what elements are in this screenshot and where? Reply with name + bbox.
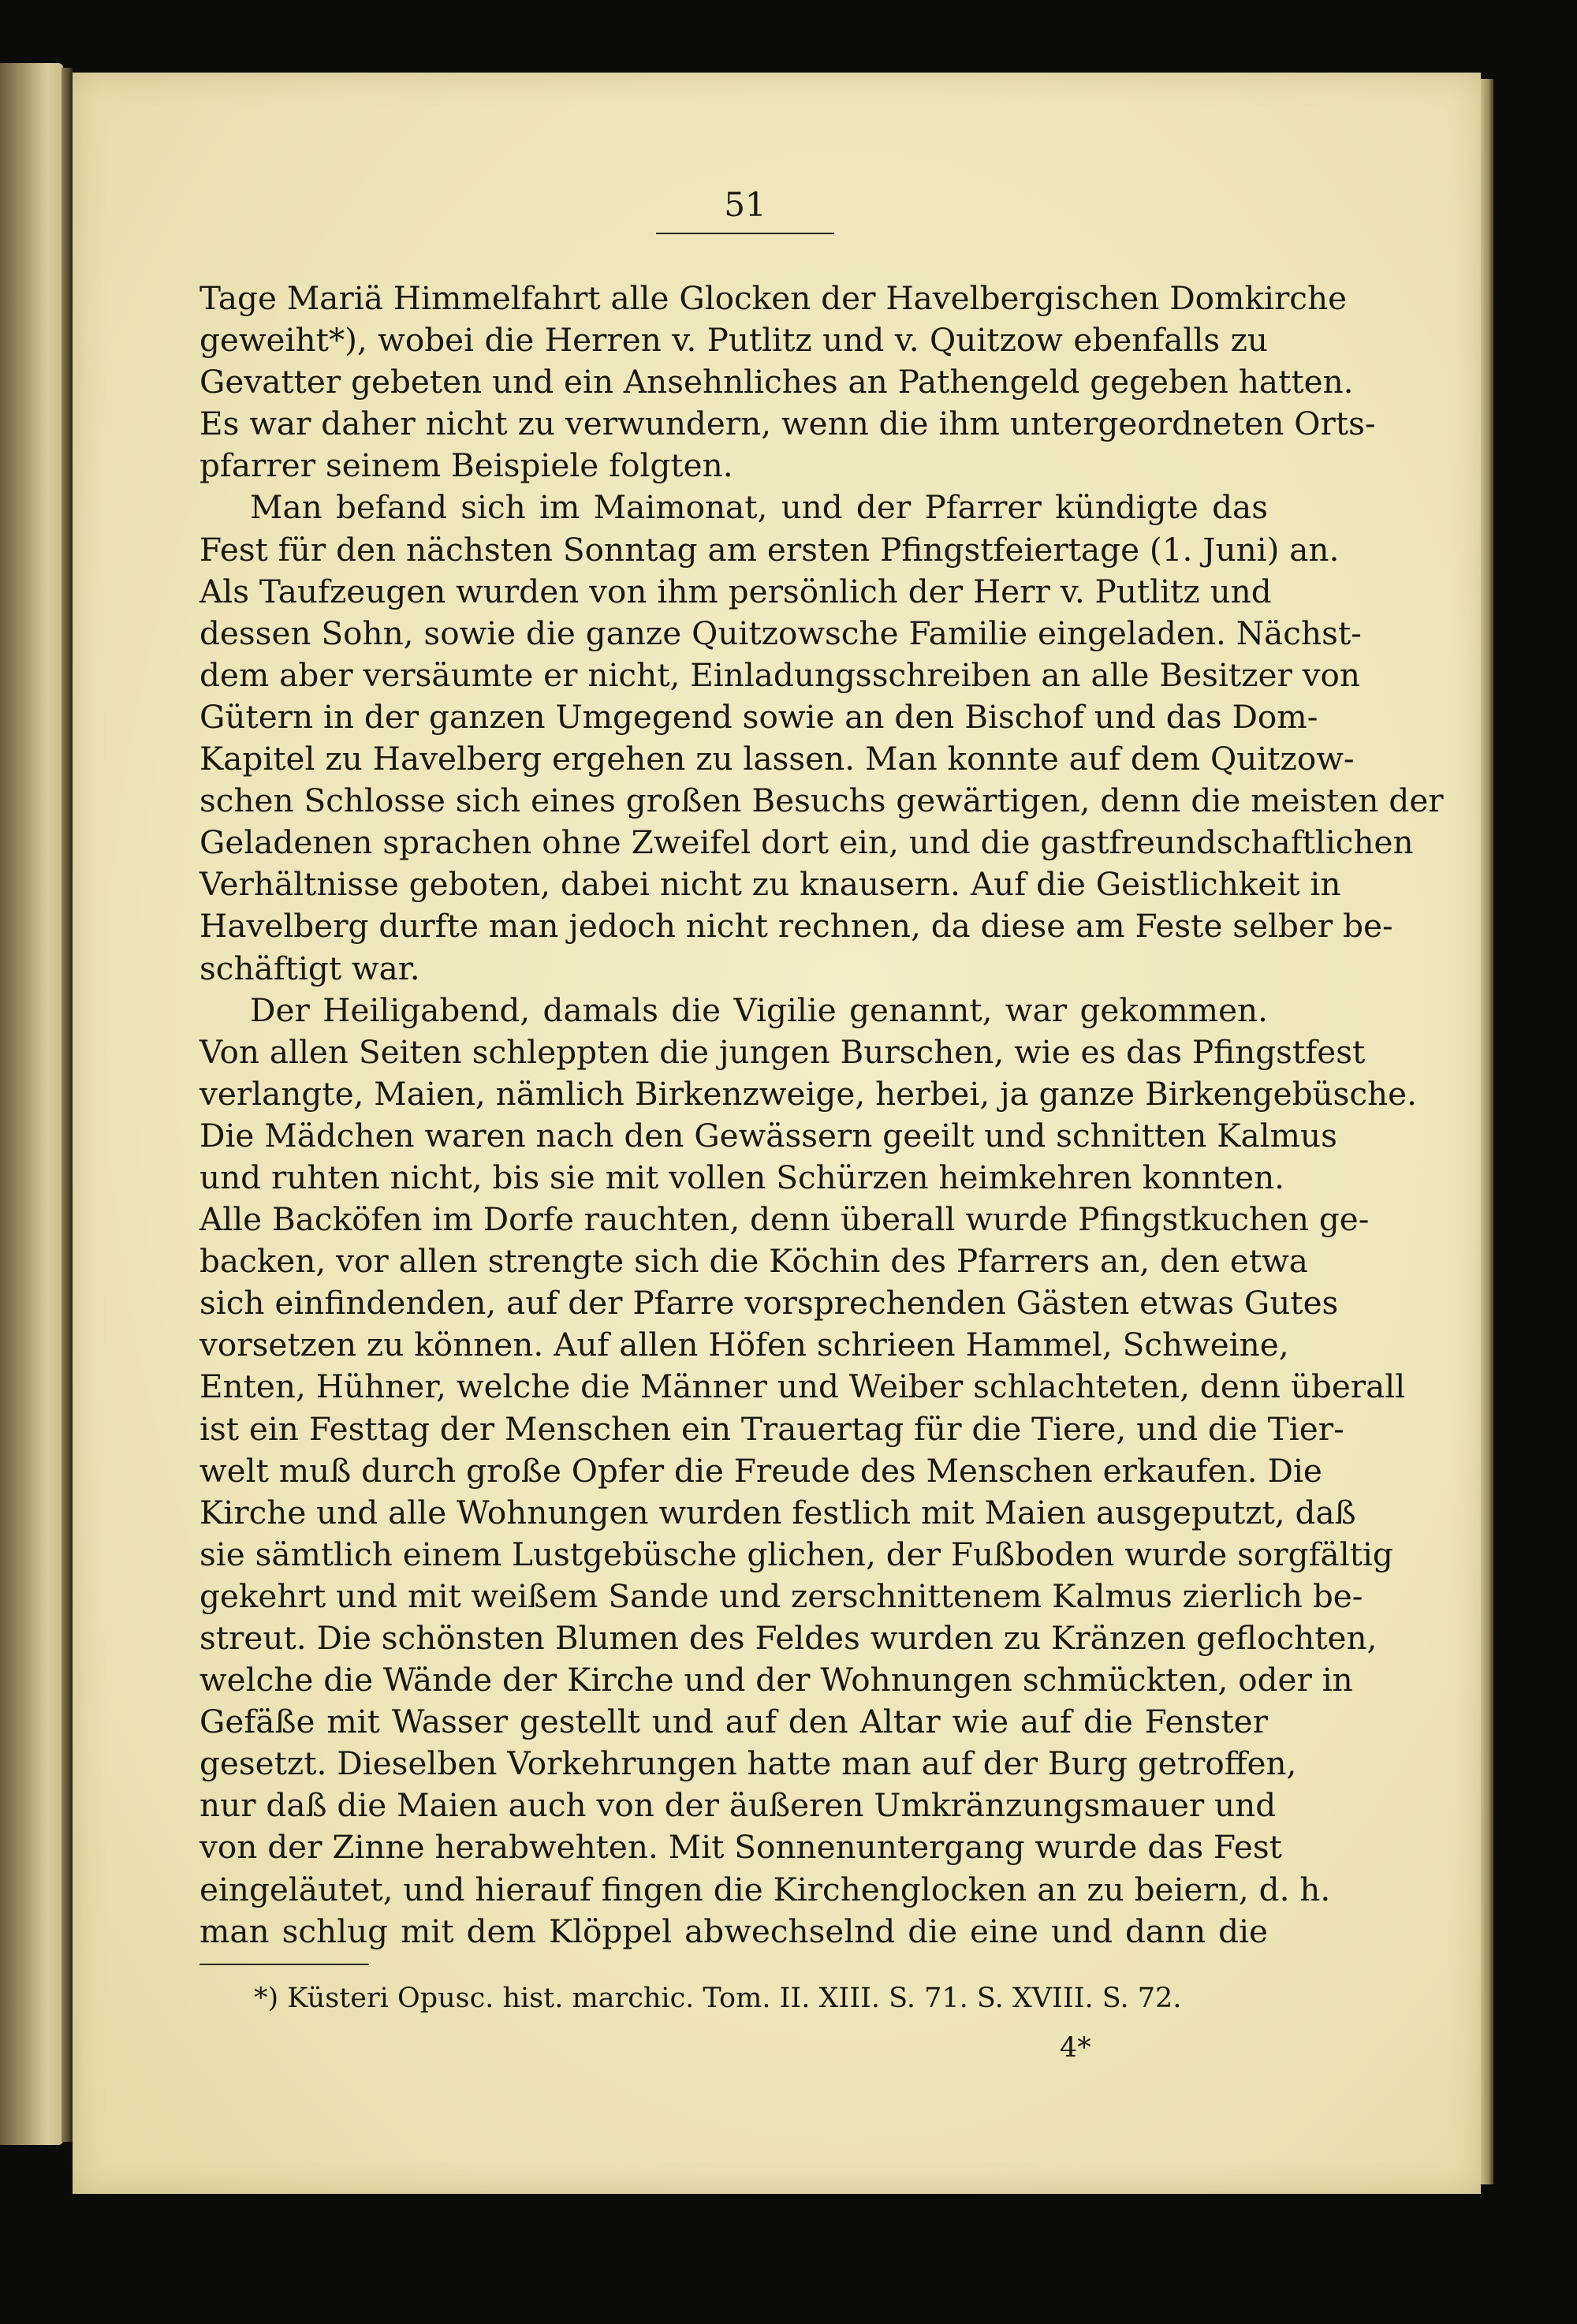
text-line: ist ein Festtag der Menschen ein Trauertag für die Tiere, und die Tier- [199, 1409, 1344, 1448]
text-line: Verhältnisse geboten, dabei nicht zu knausern. Auf die Geistlichkeit in [199, 865, 1341, 904]
text-line: Die Mädchen waren nach den Gewässern geeilt und schnitten Kalmus [199, 1116, 1337, 1155]
text-line: vorsetzen zu können. Auf allen Höfen schrieen Hammel, Schweine, [199, 1326, 1289, 1364]
text-line: welt muß durch große Opfer die Freude des Menschen erkaufen. Die [199, 1451, 1322, 1490]
text-line: dessen Sohn, sowie die ganze Quitzowsche Familie eingeladen. Nächst- [199, 614, 1362, 652]
text-line: Von allen Seiten schleppten die jungen Burschen, wie es das Pfingstfest [199, 1032, 1366, 1071]
text-line: welche die Wände der Kirche und der Wohnungen schmückten, oder in [199, 1661, 1353, 1699]
text-line: geweiht*), wobei die Herren v. Putlitz und v. Quitzow ebenfalls zu [199, 321, 1268, 360]
text-line: eingeläutet, und hierauf fingen die Kirchenglocken an zu beiern, d. h. [199, 1870, 1331, 1908]
text-line: gekehrt und mit weißem Sande und zerschnittenem Kalmus zierlich be- [199, 1576, 1363, 1615]
text-line: Havelberg durfte man jedoch nicht rechnen, da diese am Feste selber be- [199, 907, 1393, 946]
footnote-rule [199, 1964, 369, 1965]
text-line: von der Zinne herabwehten. Mit Sonnenuntergang wurde das Fest [199, 1828, 1282, 1867]
text-line: schäftigt war. [199, 949, 420, 987]
text-line: Man befand sich im Maimonat, und der Pfarrer kündigte das [250, 488, 1268, 527]
book-binding [62, 68, 73, 2142]
text-line: Enten, Hühner, welche die Männer und Weiber schlachteten, denn überall [199, 1367, 1406, 1406]
text-line: Gefäße mit Wasser gestellt und auf den Altar wie auf die Fenster [199, 1703, 1268, 1741]
text-line: Gevatter gebeten und ein Ansehnliches an Pathengeld gegeben hatten. [199, 363, 1354, 401]
text-line: backen, vor allen strengte sich die Köchin des Pfarrers an, den etwa [199, 1242, 1308, 1281]
page-stack-edge [1481, 79, 1493, 2184]
text-line: Alle Backöfen im Dorfe rauchten, denn überall wurde Pfingstkuchen ge- [199, 1200, 1370, 1239]
facing-page-edge [0, 63, 63, 2145]
text-line: Kapitel zu Havelberg ergehen zu lassen. Man konnte auf dem Quitzow- [199, 740, 1355, 778]
text-line: dem aber versäumte er nicht, Einladungsschreiben an alle Besitzer von [199, 655, 1361, 694]
text-line: nur daß die Maien auch von der äußeren Umkränzungsmauer und [199, 1786, 1277, 1825]
text-line: Als Taufzeugen wurden von ihm persönlich der Herr v. Putlitz und [199, 572, 1272, 610]
text-line: gesetzt. Dieselben Vorkehrungen hatte man auf der Burg getroffen, [199, 1744, 1297, 1783]
text-line: Geladenen sprachen ohne Zweifel dort ein, und die gastfreundschaftlichen [199, 823, 1414, 862]
page-number-rule [656, 233, 834, 234]
text-line: Kirche und alle Wohnungen wurden festlich mit Maien ausgeputzt, daß [199, 1493, 1356, 1531]
text-line: schen Schlosse sich eines großen Besuchs gewärtigen, denn die meisten der [199, 782, 1444, 820]
text-line: Der Heiligabend, damals die Vigilie genannt, war gekommen. [250, 990, 1268, 1029]
text-line: man schlug mit dem Klöppel abwechselnd die eine und dann die [199, 1912, 1268, 1950]
text-line: verlangte, Maien, nämlich Birkenzweige, herbei, ja ganze Birkengebüsche. [199, 1074, 1417, 1113]
text-line: Es war daher nicht zu verwundern, wenn die ihm untergeordneten Orts- [199, 405, 1376, 443]
text-line: sich einfindenden, auf der Pfarre vorsprechenden Gästen etwas Gutes [199, 1284, 1339, 1322]
text-line: Tage Mariä Himmelfahrt alle Glocken der Havelbergischen Domkirche [199, 279, 1348, 317]
footnote: *) Küsteri Opusc. hist. marchic. Tom. II. XIII. S. 71. S. XVIII. S. 72. [254, 1983, 1182, 2014]
text-line: und ruhten nicht, bis sie mit vollen Schürzen heimkehren konnten. [199, 1158, 1285, 1196]
text-line: streut. Die schönsten Blumen des Feldes wurden zu Kränzen geflochten, [199, 1619, 1378, 1657]
text-line: Gütern in der ganzen Umgegend sowie an den Bischof und das Dom- [199, 697, 1318, 736]
printer-signature: 4* [1060, 2032, 1091, 2064]
text-line: Fest für den nächsten Sonntag am ersten Pfingstfeiertage (1. Juni) an. [199, 530, 1340, 569]
text-line: sie sämtlich einem Lustgebüsche glichen, der Fußboden wurde sorgfältig [199, 1535, 1393, 1573]
body-text [199, 278, 1444, 1953]
page-number: 51 [724, 185, 766, 224]
text-line: pfarrer seinem Beispiele folgten. [199, 446, 733, 485]
